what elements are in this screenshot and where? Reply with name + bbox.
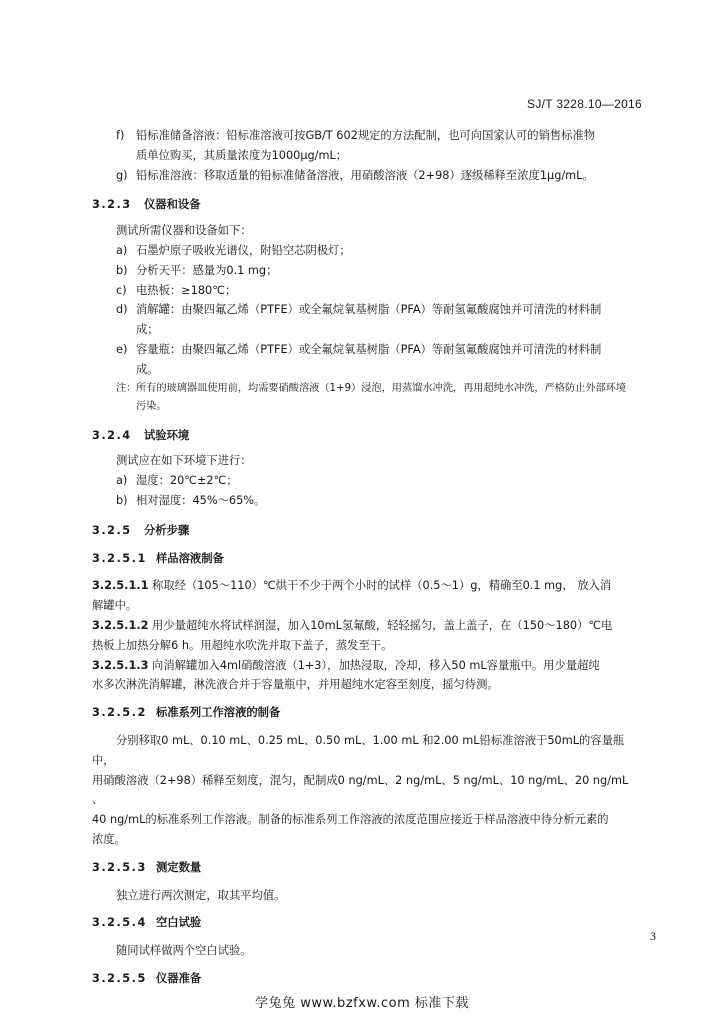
section-3-2-5-1-heading: 3.2.5.1 样品溶液制备 — [92, 551, 224, 565]
list-item-e: e) 容量瓶：由聚四氟乙烯（PTFE）或全氟烷氧基树脂（PFA）等耐氢氟酸腐蚀并可清洗的材料制 成。 — [116, 342, 602, 376]
paragraph-3-2-5-1-1: 3.2.5.1.1 称取经（105～110）℃烘干不少于两个小时的试样（0.5～1）g，精确至0.1 mg， 放入消 解罐中。 — [92, 579, 612, 613]
section-3-2-4-intro: 测试应在如下环境下进行： — [116, 454, 252, 468]
footer-watermark: 学兔兔 www.bzfxw.com 标准下载 — [255, 996, 469, 1011]
list-item-b: b) 相对湿度：45%～65%。 — [116, 493, 266, 507]
list-item-c: c) 电热板：≥180℃； — [116, 283, 237, 297]
paragraph-3-2-5-1-2: 3.2.5.1.2 用少量超纯水将试样润湿，加入10mL氢氟酸，轻轻摇匀，盖上盖子，在（150～180）℃电 热板上加热分解6 h。用超纯水吹洗并取下盖子，蒸发至干。 — [92, 618, 613, 652]
paragraph-3-2-5-3: 独立进行两次测定，取其平均值。 — [116, 888, 286, 902]
standard-number: SJ/T 3228.10—2016 — [527, 97, 642, 111]
page-number: 3 — [650, 929, 656, 943]
section-3-2-3-intro: 测试所需仪器和设备如下： — [116, 224, 252, 238]
paragraph-3-2-5-1-3: 3.2.5.1.3 向消解罐加入4ml硝酸溶液（1+3），加热浸取，冷却，移入50 mL容量瓶中。用少量超纯 水多次淋洗消解罐，淋洗液合并于容量瓶中，并用超纯水定容至刻度，摇匀待测。 — [92, 658, 600, 692]
page-content — [92, 126, 642, 989]
list-item-g: g) 铅标准溶液：移取适量的铅标准储备溶液，用硝酸溶液（2+98）逐级稀释至浓度1μg/mL。 — [116, 168, 594, 182]
paragraph-3-2-5-4: 随同试样做两个空白试验。 — [116, 944, 252, 958]
list-item-a: a) 湿度：20℃±2℃； — [116, 474, 238, 488]
section-3-2-5-4-heading: 3.2.5.4 空白试验 — [92, 916, 202, 930]
note: 注： 所有的玻璃器皿使用前，均需要硝酸溶液（1+9）浸泡，用蒸馏水冲洗，再用超纯水冲洗，严格防止外部环境 污染。 — [116, 382, 627, 412]
list-item-d: d) 消解罐：由聚四氟乙烯（PTFE）或全氟烷氧基树脂（PFA）等耐氢氟酸腐蚀并可清洗的材料制 成； — [116, 303, 602, 337]
list-item-b: b) 分析天平：感量为0.1 mg； — [116, 263, 278, 277]
section-3-2-4-heading: 3.2.4 试验环境 — [92, 428, 190, 442]
section-3-2-5-heading: 3.2.5 分析步骤 — [92, 523, 190, 537]
list-item-a: a) 石墨炉原子吸收光谱仪，附铅空芯阴极灯； — [116, 243, 351, 257]
paragraph-3-2-5-2: 分别移取0 mL、0.10 mL、0.25 mL、0.50 mL、1.00 mL 和2.00 mL铅标准溶液于50mL的容量瓶中， 用硝酸溶液（2+98）稀释至刻度，混匀，配制成0 ng/mL、2 ng/mL、5 ng/mL、10 ng/mL、20 ng/mL 、 40 ng/mL的标准系列工作溶液。制备的标准系列工作溶液的浓度范围应接近于样品溶液中待分析元素的 浓度。 — [92, 733, 629, 846]
section-3-2-5-3-heading: 3.2.5.3 测定数量 — [92, 860, 202, 874]
section-3-2-3-heading: 3.2.3 仪器和设备 — [92, 198, 201, 212]
list-item-f: f) 铅标准储备溶液：铅标准溶液可按GB/T 602规定的方法配制，也可向国家认可的销售标准物 质单位购买，其质量浓度为1000μg/mL； — [116, 129, 596, 162]
section-3-2-5-5-heading: 3.2.5.5 仪器准备 — [92, 971, 202, 985]
section-3-2-5-2-heading: 3.2.5.2 标准系列工作溶液的制备 — [92, 706, 281, 720]
